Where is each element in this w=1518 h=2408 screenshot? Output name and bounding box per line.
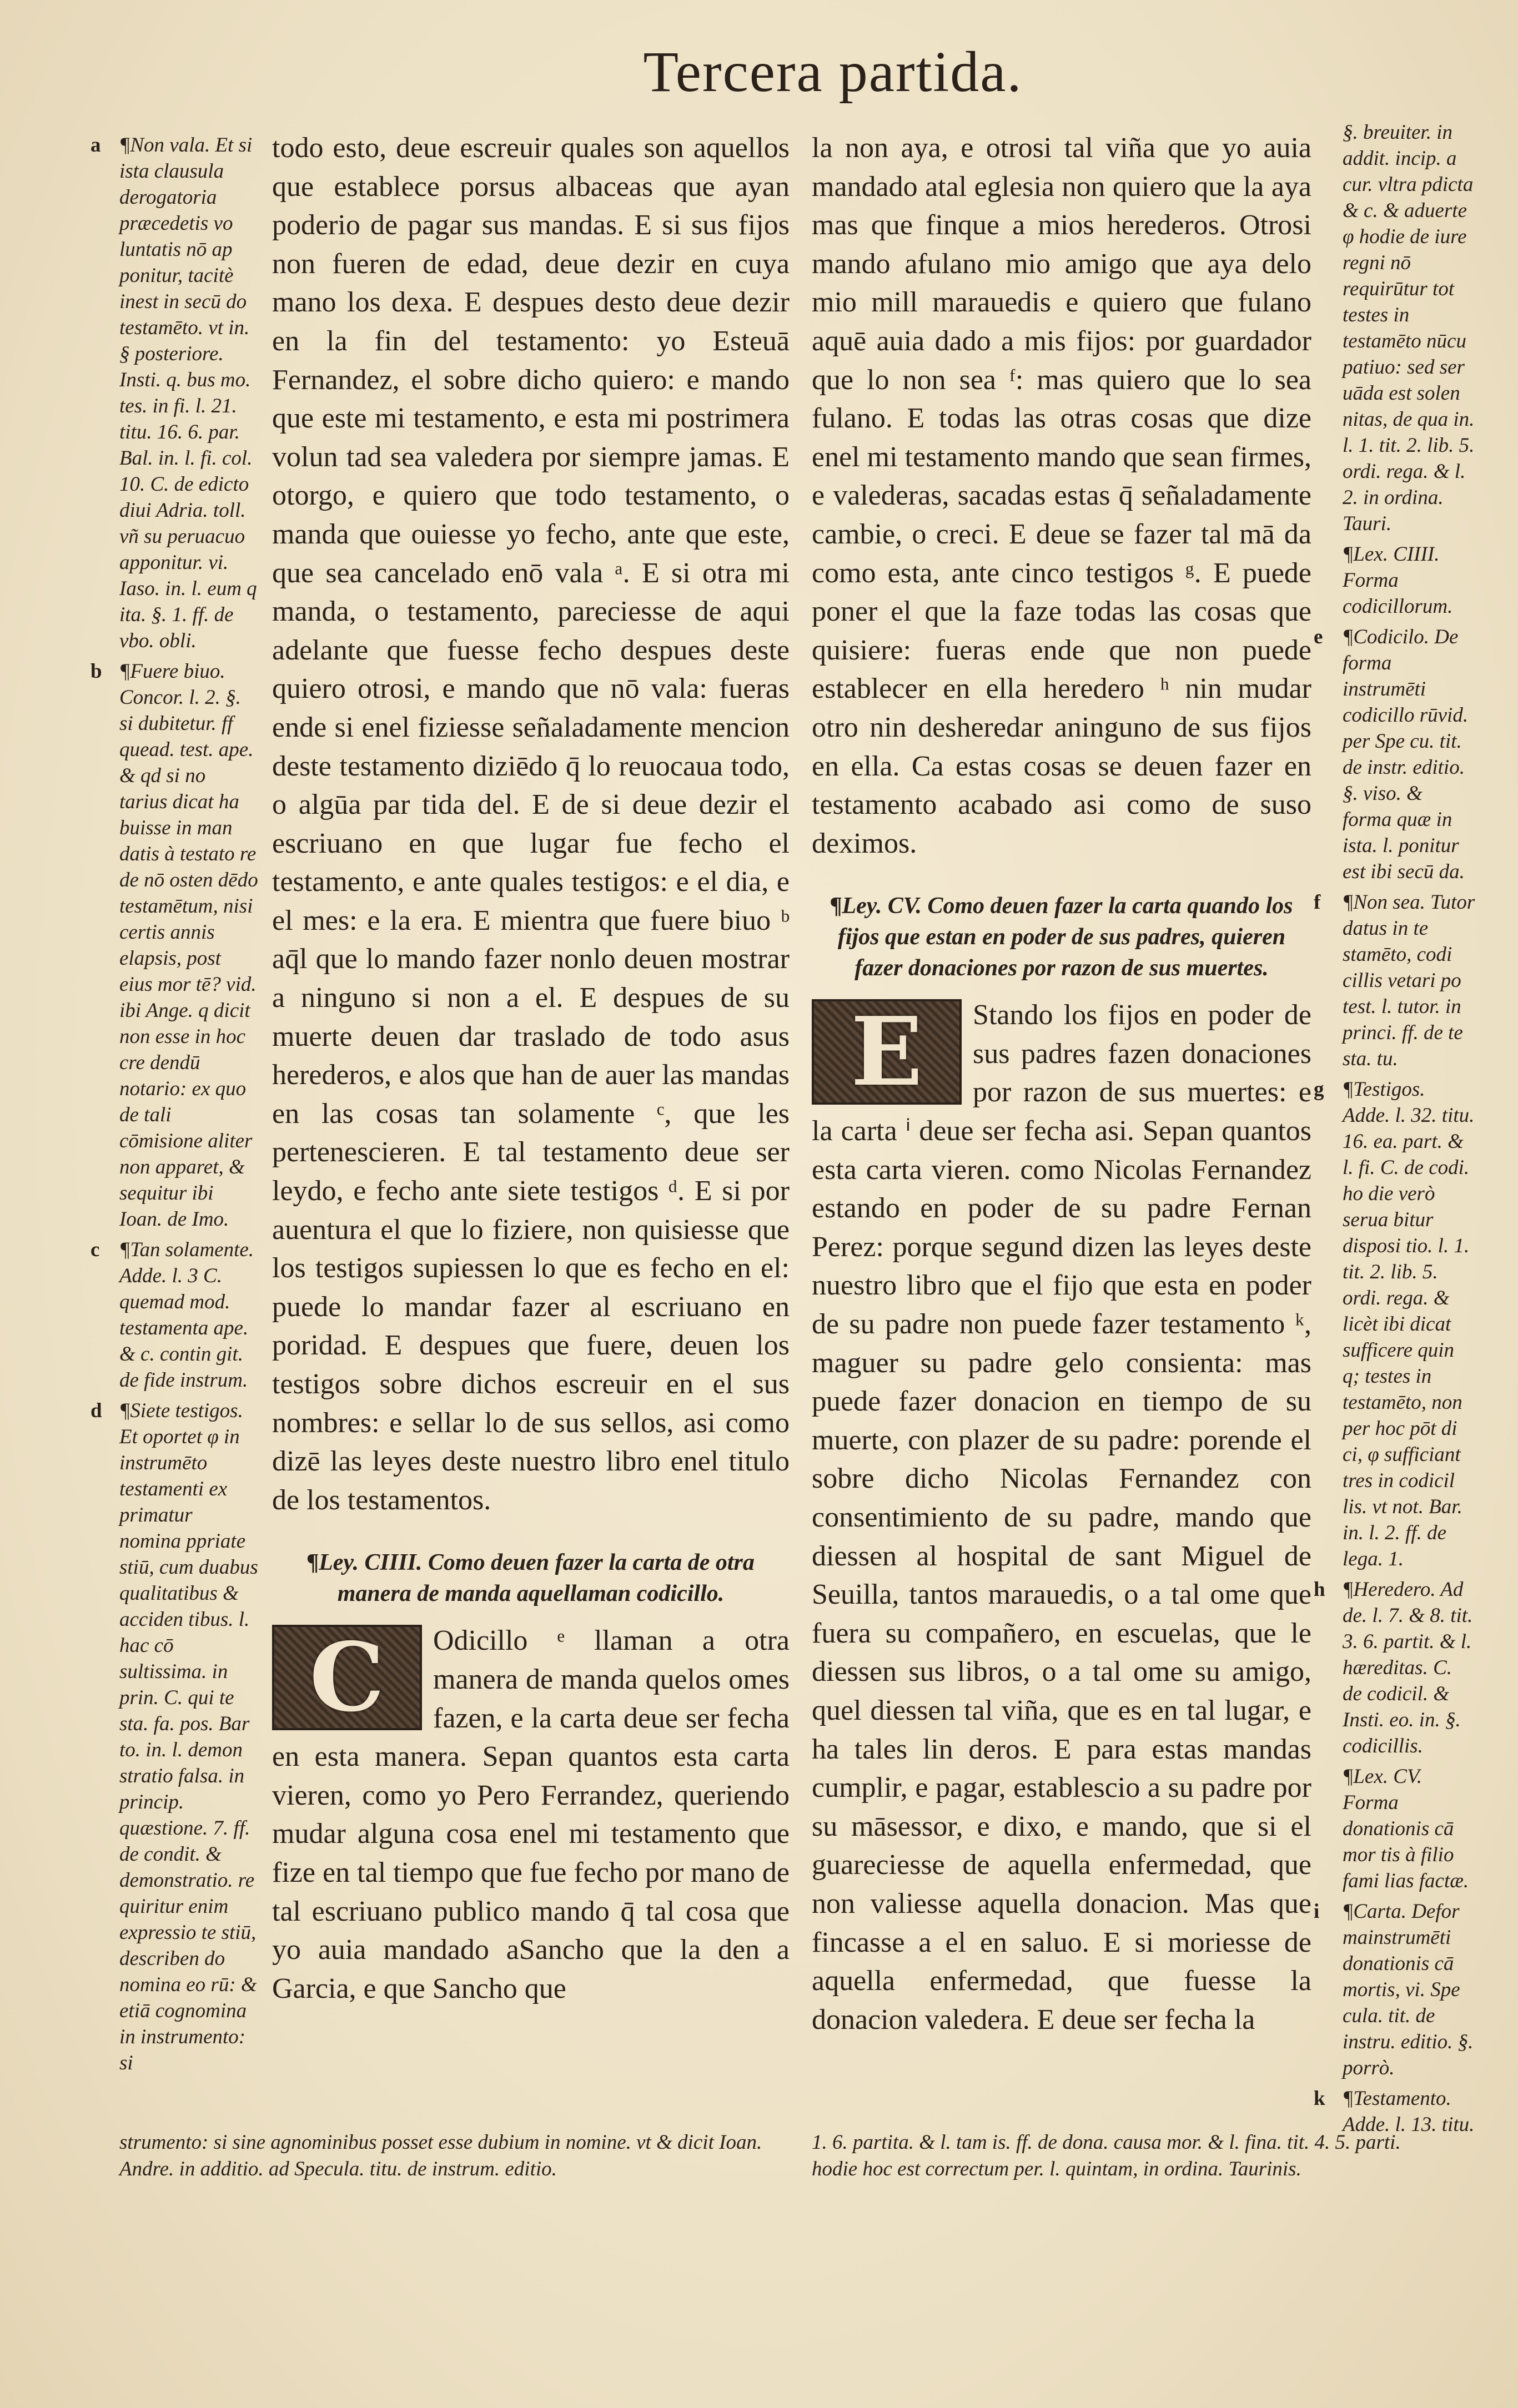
gloss-text: ¶Testamento. Adde. l. 13. titu.: [1343, 2087, 1475, 2136]
right_gloss-note: [1314, 889, 1476, 1072]
right-gloss-column: [1314, 119, 1476, 2151]
gloss-marker: d: [91, 1399, 102, 1422]
gloss-text: ¶Siete testigos. Et oportet φ in instrumēto testamenti ex primatur nomina ppriate stiū, cum duabus qualitatibus & acciden tibus. l. hac cō sultissima. in prin. C. qui te sta. fa. pos. Bar to. in. l. demon stratio falsa. in princip. quæstione. 7. ff. de condit. & demonstratio. re quiritur enim expressio te stiū, describen do nomina eo rū: & etiā cognomina in instrumento: si: [119, 1399, 258, 2074]
gloss-text: ¶Carta. Defor mainstrumēti donationis cā mortis, vi. Spe cula. tit. de instru. editio. §. porrò.: [1343, 1900, 1474, 2079]
gloss-marker: h: [1314, 1578, 1325, 1601]
law-104-heading: ¶Ley. CIIII. Como deuen fazer la carta de otra manera de manda aquellaman codicillo.: [307, 1550, 755, 1607]
law-105-text-block: [812, 996, 1311, 2039]
decorated-initial-c: C: [272, 1625, 422, 1730]
right_gloss-note: [1314, 1576, 1476, 1759]
main-column-1: [272, 129, 790, 2138]
gloss-text: ¶Lex. CV. Forma donationis cā mor tis à filio fami lias factæ.: [1343, 1765, 1469, 1892]
column-2-paragraph-1: la non aya, e otrosi tal viña que yo auia mandado atal eglesia non quiero que la aya mas que finque a mios herederos. Otrosi mando afulano mio amigo que aya delo mio mill marauedis e quiero que fulano aquē auia dado a mis fijos: por guardador que lo non sea ᶠ: mas quiero que lo sea fulano. E todas las otras cosas que dize enel mi testamento mando que sean firmes, e valederas, sacadas estas q̄ señaladamente cambie, o creci. E deue se fazer tal mā da como esta, ante cinco testigos ᵍ. E puede poner el que la faze todas las cosas que quisiere: fueras ende que non puede establecer en ella heredero ʰ nin mudar otro nin desheredar aninguno de sus fijos en ella. Ca estas cosas se deuen fazer en testamento acabado asi como de suso deximos.: [812, 132, 1311, 859]
gloss-marker: b: [91, 660, 102, 683]
gloss-text: ¶Non vala. Et si ista clausula derogatoria præcedetis vo luntatis nō ap ponitur, tacitè inest in secū do testamēto. vt in. § posteriore. Insti. q. bus mo. tes. in fi. l. 21. titu. 16. 6. par. Bal. in. l. fi. col. 10. C. de edicto diui Adria. toll. vñ su peruacuo apponitur. vi. Iaso. in. l. eum q ita. §. 1. ff. de vbo. obli.: [119, 134, 257, 652]
right_gloss-note: [1314, 1076, 1476, 1572]
footnote-right: 1. 6. partita. & l. tam is. ff. de dona. causa mor. & l. fina. tit. 4. 5. parti. hodie hoc est correctum per. l. quintam, in ordina. Taurinis.: [812, 2131, 1401, 2180]
right_gloss-note: [1314, 624, 1476, 885]
left-gloss-column: [91, 132, 258, 2119]
gloss-marker: a: [91, 134, 101, 157]
column-2-paragraph-2: Stando los fijos en poder de sus padres fazen donaciones por razon de sus muertes: e la carta ⁱ deue ser fecha asi. Sepan quantos esta carta vieren. como Nicolas Fernandez estando en poder de su padre Fernan Perez: porque segund dizen las leyes deste nuestro libro que el fijo que esta en poder de su padre non puede fazer testamento ᵏ, maguer su padre gelo consienta: mas puede fazer donacion en tiempo de su muerte, con plazer de su padre: porende el sobre dicho Nicolas Fernandez con consentimiento de su padre, mando que diessen al hospital de sant Miguel de Seuilla, tantos marauedis, o a tal ome que fuera su compañero, en escuelas, que le diessen sus libros, o a tal ome su amigo, quel diessen tal viña, que es en tal lugar, e ha tales lin deros. E para estas mandas cumplir, e pagar, establescio a su padre por su māsessor, e dixo, e mando, que si el guareciesse de aquella enfermedad, que non valiesse aquella donacion. Mas que fincasse a el en saluo. E si moriesse de aquella enfermedad, que fuesse la donacion valedera. E deue ser fecha la: [812, 999, 1311, 2036]
right_gloss-note: [1343, 541, 1476, 619]
running-title: Tercera partida.: [643, 40, 1023, 104]
gloss-text: ¶Testigos. Adde. l. 32. titu. 16. ea. part. & l. fi. C. de codi. ho die verò serua bitur disposi tio. l. 1. tit. 2. lib. 5. ordi. rega. & licèt ibi dicat sufficere quin q; testes in testamēto, non per hoc pōt di ci, φ sufficiant tres in codicil lis. vt not. Bar. in. l. 2. ff. de lega. 1.: [1343, 1078, 1475, 1570]
gloss-text: ¶Codicilo. De forma instrumēti codicillo rūvid. per Spe cu. tit. de instr. editio. §. viso. & forma quæ in ista. l. ponitur est ibi secū da.: [1343, 626, 1469, 883]
column-1-paragraph-1: todo esto, deue escreuir quales son aquellos que establece porsus albaceas que ayan poderio de pagar sus mandas. E si sus fijos non fueren de edad, deue dezir en cuya mano los dexa. E despues desto deue dezir en la fin del testamento: yo Esteuā Fernandez, el sobre dicho quiero: e mando que este mi testamento, e esta mi postrimera volun tad sea valedera por siempre jamas. E otorgo, e quiero que todo testamento, o manda que ouiesse yo fecho, ante que este, que sea cancelado enō vala ᵃ. E si otra mi manda, o testamento, pareciesse de aqui adelante que fuesse fecho despues deste quiero otrosi, e mando que nō vala: fueras ende si enel fiziesse señaladamente mencion deste testamento diziēdo q̄ lo reuocaua todo, o algūa par tida del. E de si deue dezir el escriuano en que lugar fue fecho el testamento, e ante quales testigos: e el dia, e el mes: e la era. E mientra que fuere biuo ᵇ aq̄l que lo mando fazer nonlo deuen mostrar a ninguno si non a el. E despues de su muerte deuen dar traslado de todo asus herederos, e alos que han de auer las mandas en las cosas tan solamente ᶜ, que les pertenescieren. E tal testamento deue ser leydo, e fecho ante siete testigos ᵈ. E si por auentura el que lo fiziere, non quisiesse que los testigos supiessen lo que es fecho en el: puede lo mandar fazer al escriuano en poridad. E despues que fuere, deuen los testigos sobre dichos escreuir en el sus nombres: e sellar lo de sus sellos, asi como dizē las leyes deste nuestro libro enel titulo de los testamentos.: [272, 132, 790, 1516]
left_gloss-note: [91, 1237, 258, 1393]
right_gloss-note: [1343, 1764, 1476, 1894]
left_gloss-note: [91, 132, 258, 654]
law-104-text-block: [272, 1621, 790, 2008]
gloss-marker: f: [1314, 891, 1321, 914]
law-105-heading: ¶Ley. CV. Como deuen fazer la carta quando los fijos que estan en poder de sus padres, quieren fazer donaciones por razon de sus muertes.: [830, 893, 1293, 981]
gloss-text: ¶Fuere biuo. Concor. l. 2. §. si dubitetur. ff quead. test. ape. & qd si no tarius dicat ha buisse in man datis à testato re de nō osten dēdo testamētum, nisi certis annis elapsis, post eius mor tē? vid. ibi Ange. q dicit non esse in hoc cre dendū notario: ex quo de tali cōmisione aliter non apparet, & sequitur ibi Ioan. de Imo.: [119, 660, 258, 1231]
left_gloss-note: [91, 1398, 258, 2076]
right_gloss-note: [1314, 1898, 1476, 2081]
gloss-marker: c: [91, 1238, 100, 1261]
main-column-2: [812, 129, 1311, 2133]
gloss-marker: e: [1314, 626, 1323, 648]
gloss-text: ¶Lex. CIIII. Forma codicillorum.: [1343, 543, 1453, 618]
gloss-marker: k: [1314, 2087, 1325, 2110]
gloss-text: ¶Non sea. Tutor datus in te stamēto, codi cillis vetari po test. l. tutor. in princi. ff. de te sta. tu.: [1343, 891, 1475, 1070]
gloss-marker: g: [1314, 1078, 1324, 1101]
footnote-left: strumento: si sine agnominibus posset esse dubium in nomine. vt & dicit Ioan. Andre. in additio. ad Specula. titu. de instrum. editio.: [119, 2131, 762, 2180]
gloss-text: ¶Tan solamente. Adde. l. 3 C. quemad mod. testamenta ape. & c. contin git. de fide instrum.: [119, 1238, 254, 1392]
right_gloss-note: [1343, 119, 1476, 537]
left_gloss-note: [91, 658, 258, 1232]
gloss-text: §. breuiter. in addit. incip. a cur. vltra pdicta & c. & aduerte φ hodie de iure regni nō requirūtur tot testes in testamēto nūcu patiuo: sed ser uāda est solen nitas, de qua in. l. 1. tit. 2. lib. 5. ordi. rega. & l. 2. in ordina. Tauri.: [1343, 121, 1475, 535]
column-1-paragraph-2: Odicillo ᵉ llaman a otra manera de manda quelos omes fazen, e la carta deue ser fecha en esta manera. Sepan quantos esta carta vieren, como yo Pero Ferrandez, queriendo mudar alguna cosa enel mi testamento que fize en tal tiempo que fue fecho por mano de tal escriuano publico mando q̄ tal cosa que yo auia mandado aSancho que la den a Garcia, e que Sancho que: [272, 1625, 790, 2004]
gloss-marker: i: [1314, 1900, 1320, 1923]
gloss-text: ¶Heredero. Ad de. l. 7. & 8. tit. 3. 6. partit. & l. hæreditas. C. de codicil. & Insti. eo. in. §. codicillis.: [1343, 1578, 1473, 1757]
decorated-initial-e: E: [812, 999, 962, 1105]
